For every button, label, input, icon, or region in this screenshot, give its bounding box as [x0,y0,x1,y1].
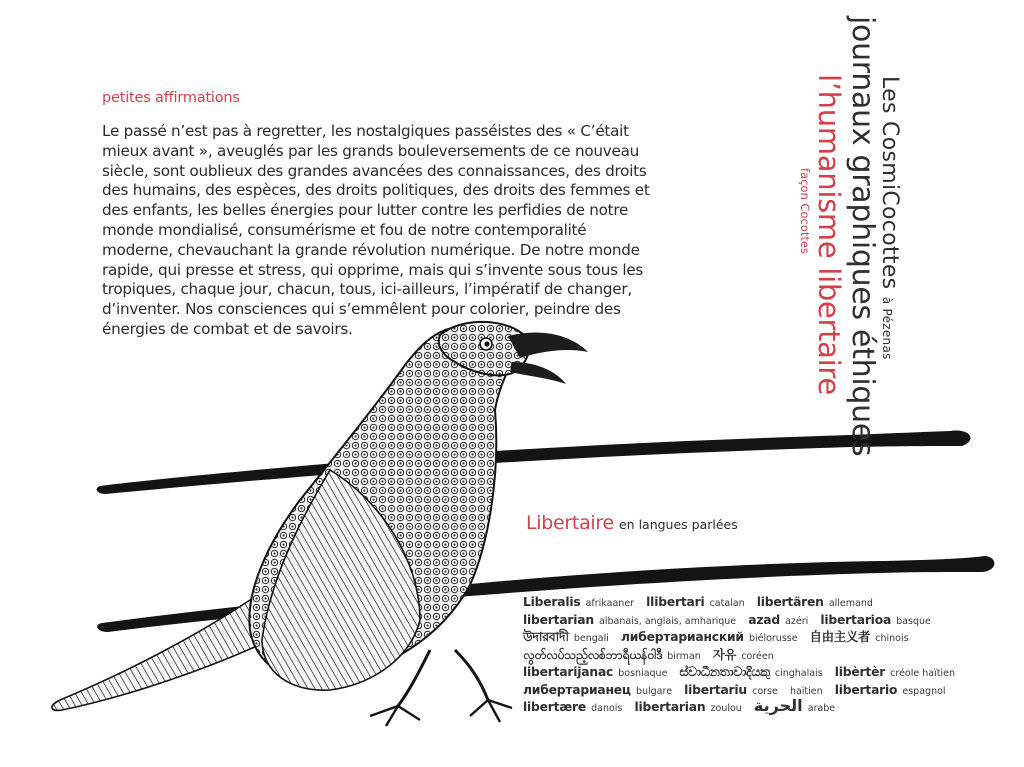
language-word: libertære [523,700,587,714]
language-name: bengali [573,633,609,644]
language-word: 自由主义者 [809,630,871,644]
language-name: espagnol [902,685,946,697]
language-word: libertarian [523,612,594,627]
language-word: Liberalis [523,595,581,609]
language-word: libertarijanac [523,665,614,679]
language-name: bulgare [635,685,673,697]
language-word: libertario [834,682,898,697]
publisher-name: Les CosmiCocottes [877,76,902,290]
language-word: либертарианец [523,682,631,697]
language-name: albanais, anglais, amharique [599,615,737,627]
publisher-place: à Pézenas [880,296,894,360]
language-name: birman [667,650,701,662]
publisher-line [877,76,902,360]
language-row [523,627,909,645]
intro-paragraph: Le passé n’est pas à regretter, les nostalgiques passéistes des « C’était mieux avant », aveuglés par les grands bouleversements de ce nouveau siècle, sont oublieux des grandes avancées des connaissances, des droits des humains, des espèces, des droits politiques, des droits des femmes et des enfants, les belles énergies pour lutter contre les perfidies de notre monde mondialisé, consumérisme et fou de notre contemporalité moderne, chevauchant la grande révolution numérique. De notre monde rapide, qui presse et stress, qui opprime, mais qui s’invente sous tous les tropiques, chaque jour, chacun, tous, ici-ailleurs, l’impératif de changer, d’inventer. Nos consciences qui s’emmêlent pour colorier, peindre des énergies de combat et de savoirs. [102,122,650,338]
languages-title: Libertaire [526,512,614,534]
language-name: catalan [709,598,745,609]
language-row [523,680,946,698]
language-row [523,592,903,610]
intro-heading: petites affirmations [102,90,240,106]
language-word: azad [748,612,781,627]
language-row [523,662,955,680]
language-name: zoulou [710,703,742,714]
language-name: allemand [828,598,873,609]
language-word: 자유 [712,647,737,662]
language-row [523,697,903,715]
language-word: либертарианский [620,630,744,644]
language-word: الحرية [753,696,803,715]
language-name: cinghalais [774,668,823,679]
language-name: bosniaque [618,668,668,679]
language-name: azéri [785,615,809,627]
language-name: coréen [741,650,774,662]
language-row [523,645,903,663]
languages-list [523,592,955,715]
language-name: créole haïtien [890,668,955,679]
vertical-title [798,16,902,457]
language-word: ස්වාධීනතාවාදියකු [679,665,770,679]
series-title: journaux graphiques éthiques [845,16,880,457]
language-name: chinois [875,633,909,644]
language-word: libertarioa [820,612,892,627]
language-name: afrikaaner [585,598,635,609]
language-name: corse [752,685,778,697]
language-word: উদারবাদী [523,630,569,644]
language-word: llibertari [646,595,705,609]
language-word: libertären [756,595,824,609]
language-word: libèrtèr [834,665,886,679]
language-word: libertarian [634,700,706,714]
language-name: haïtien [789,685,823,697]
language-name: arabe [807,703,836,714]
languages-subtitle: en langues parlées [618,517,738,532]
byline: façon Cocottes [798,168,812,254]
language-word: libertariu [684,682,747,697]
language-name: danois [591,703,623,714]
language-name: biélorusse [748,633,798,644]
language-row [523,610,931,628]
languages-heading [526,512,738,534]
headline: l’humanisme libertaire [812,74,846,395]
language-word: လွတ်လပ်သည့်လစ်ဘာရီယန်ဝါဒီ [523,647,663,662]
language-name: basque [896,615,931,627]
